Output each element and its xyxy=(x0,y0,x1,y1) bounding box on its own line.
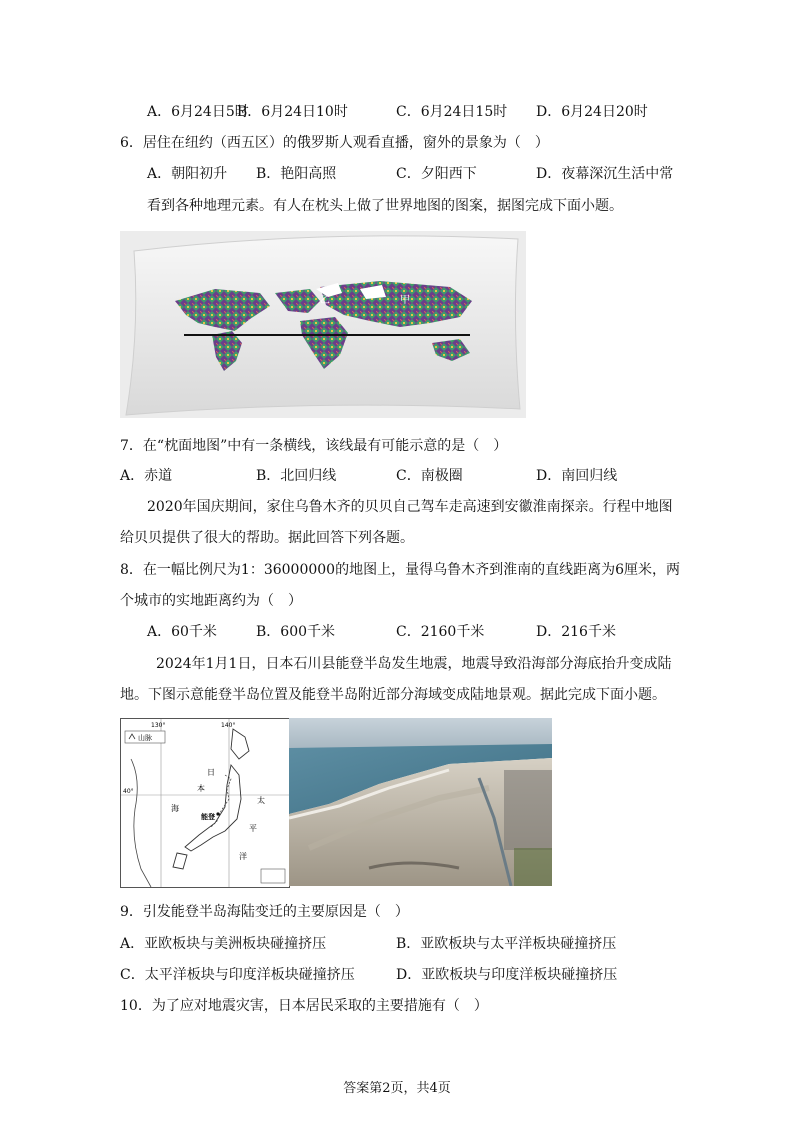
map-legend-label: 山脉 xyxy=(138,734,152,742)
map-ocean-char-3: 洋 xyxy=(239,852,247,861)
page-footer: 答案第2页，共4页 xyxy=(343,1081,451,1096)
pillow-label-jia: 甲 xyxy=(400,295,410,306)
q8-option-c: C．2160千米 xyxy=(396,624,485,640)
q9-option-a: A．亚欧板块与美洲板块碰撞挤压 xyxy=(120,936,327,952)
q7-option-a: A．赤道 xyxy=(120,468,173,484)
q5-option-a: A．6月24日5时 xyxy=(147,104,249,120)
coastal-uplift-photo xyxy=(289,718,552,886)
q5-option-b: B．6月24日10时 xyxy=(237,104,348,120)
q6-option-a: A．朝阳初升 xyxy=(147,166,228,182)
q9-option-b: B．亚欧板块与太平洋板块碰撞挤压 xyxy=(396,936,617,952)
quake-intro-line2: 地。下图示意能登半岛位置及能登半岛附近部分海域变成陆地景观。据此完成下面小题。 xyxy=(120,687,666,703)
q9-option-d: D．亚欧板块与印度洋板块碰撞挤压 xyxy=(396,967,618,983)
map-sea-char-1: 日 xyxy=(207,768,215,777)
map-sea-char-3: 海 xyxy=(171,804,179,813)
q7-stem: 7．在“枕面地图”中有一条横线，该线最有可能示意的是（ ） xyxy=(120,438,508,454)
q6-option-b: B．艳阳高照 xyxy=(256,166,337,182)
map-lon-140: 140° xyxy=(221,722,236,729)
map-lat-40: 40° xyxy=(123,788,134,795)
trip-intro-line2: 给贝贝提供了很大的帮助。据此回答下列各题。 xyxy=(120,530,414,546)
pillow-figure xyxy=(120,231,526,418)
q7-option-c: C．南极圈 xyxy=(396,468,463,484)
q7-option-b: B．北回归线 xyxy=(256,468,337,484)
map-ocean-char-2: 平 xyxy=(249,824,257,833)
q7-option-d: D．南回归线 xyxy=(536,468,618,484)
q8-option-b: B．600千米 xyxy=(256,624,336,640)
q10-stem: 10．为了应对地震灾害，日本居民采取的主要措施有（ ） xyxy=(120,998,488,1014)
q6-option-c: C．夕阳西下 xyxy=(396,166,477,182)
q8-stem-line2: 个城市的实地距离约为（ ） xyxy=(120,593,302,609)
map-lon-130: 130° xyxy=(151,722,166,729)
q8-option-d: D．216千米 xyxy=(536,624,616,640)
quake-intro-line1: 2024年1月1日，日本石川县能登半岛发生地震，地震导致沿海部分海底抬升变成陆 xyxy=(156,656,672,672)
q9-option-c: C．太平洋板块与印度洋板块碰撞挤压 xyxy=(120,967,355,983)
pillow-intro: 看到各种地理元素。有人在枕头上做了世界地图的图案，据图完成下面小题。 xyxy=(147,198,623,214)
pillow-map-drawing xyxy=(120,231,526,418)
japan-map-drawing xyxy=(121,719,289,887)
coastal-photo-drawing xyxy=(289,718,552,886)
q8-option-a: A．60千米 xyxy=(147,624,217,640)
q8-stem-line1: 8．在一幅比例尺为1：36000000的地图上，量得乌鲁木齐到淮南的直线距离为6厘米，两 xyxy=(120,562,680,578)
q6-stem: 6．居住在纽约（西五区）的俄罗斯人观看直播，窗外的景象为（ ） xyxy=(120,135,549,151)
map-ocean-char-1: 太 xyxy=(257,796,265,805)
japan-location-map xyxy=(120,718,290,888)
pillow-label-yi: 乙 xyxy=(320,295,330,306)
q5-option-c: C．6月24日15时 xyxy=(396,104,508,120)
q9-stem: 9．引发能登半岛海陆变迁的主要原因是（ ） xyxy=(120,904,409,920)
q6-option-d: D．夜幕深沉生活中常 xyxy=(536,166,674,182)
noto-marker xyxy=(216,812,219,815)
trip-intro-line1: 2020年国庆期间，家住乌鲁木齐的贝贝自己驾车走高速到安徽淮南探亲。行程中地图 xyxy=(147,499,673,515)
map-inset-box xyxy=(261,869,285,883)
map-place-noto: 能登 xyxy=(201,813,215,821)
map-sea-char-2: 本 xyxy=(197,784,205,793)
q5-option-d: D．6月24日20时 xyxy=(536,104,648,120)
